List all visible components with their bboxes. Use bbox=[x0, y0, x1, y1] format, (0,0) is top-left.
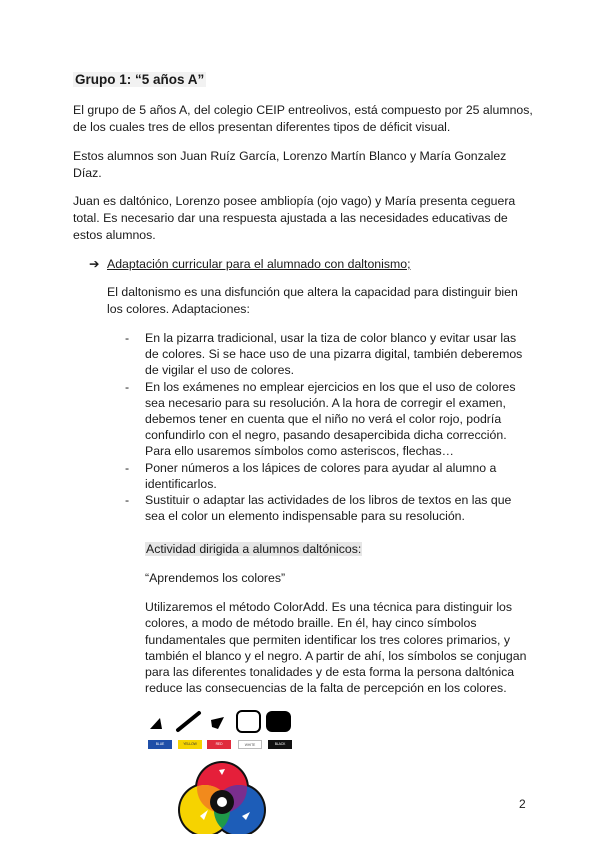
swatch-yellow: YELLOW bbox=[178, 740, 202, 749]
activity-description: Utilizaremos el método ColorAdd. Es una técnica para distinguir los colores, a modo de método braille. En él, hay cinco símbolos fundamentales que permiten identificar los tres colores primarios, y también el blanco y el negro. A partir de ahí, los símbolos se conjugan para las diferentes tonalidades y de esta forma la persona daltónica reduce las consecuencias de la falta de percepción en los colores. bbox=[145, 600, 527, 696]
list-item: - Poner números a los lápices de colores para ayudar al alumno a identificarlos. bbox=[125, 460, 497, 491]
section-intro: El daltonismo es una disfunción que altera la capacidad para distinguir bien los colores. Adaptaciones: bbox=[107, 285, 518, 316]
page-number: 2 bbox=[519, 797, 526, 811]
activity-name: “Aprendemos los colores” bbox=[145, 571, 286, 585]
swatch-red: RED bbox=[207, 740, 231, 749]
red-symbol-icon bbox=[211, 717, 224, 729]
coloradd-symbols bbox=[148, 709, 298, 735]
section-heading bbox=[89, 256, 411, 273]
black-symbol-icon bbox=[266, 711, 291, 732]
section-heading-text: Adaptación curricular para el alumnado con daltonismo; bbox=[107, 257, 411, 271]
list-item: - En la pizarra tradicional, usar la tiza de color blanco y evitar usar las de colores. Si se hace uso de una pizarra digital, también deberemos de vigilar el uso de colores. bbox=[125, 331, 523, 378]
arrow-icon: ➔ bbox=[89, 257, 100, 271]
blue-symbol-icon bbox=[150, 718, 162, 729]
students-paragraph: Estos alumnos son Juan Ruíz García, Lorenzo Martín Blanco y María Gonzalez Díaz. bbox=[73, 149, 507, 180]
page-title: Grupo 1: “5 años A” bbox=[75, 72, 205, 87]
coloradd-venn-diagram bbox=[170, 758, 272, 834]
swatch-black: BLACK bbox=[268, 740, 292, 749]
yellow-symbol-icon bbox=[178, 713, 199, 730]
intro-paragraph: El grupo de 5 años A, del colegio CEIP entreolivos, está compuesto por 25 alumnos, de los cuales tres de ellos presentan diferentes tipos de déficit visual. bbox=[73, 103, 533, 134]
deficits-paragraph: Juan es daltónico, Lorenzo posee ambliopía (ojo vago) y María presenta ceguera total. Es necesario dar una respuesta ajustada a las necesidades educativas de estos alumnos. bbox=[73, 194, 516, 242]
adaptations-list bbox=[125, 330, 533, 524]
swatch-white: WHITE bbox=[238, 740, 262, 749]
list-item: - Sustituir o adaptar las actividades de los libros de textos en las que sea el color un elemento indispensable para su resolución. bbox=[125, 493, 512, 524]
list-item: - En los exámenes no emplear ejercicios en los que el uso de colores sea necesario para su resolución. A la hora de corregir el examen, debemos tener en cuenta que el niño no verá el color rojo, podría confundirlo con el negro, pasando desapercibida dicha corrección. Para ello usaremos símbolos como asteriscos, flechas… bbox=[125, 379, 516, 459]
activity-heading: Actividad dirigida a alumnos daltónicos: bbox=[146, 542, 362, 556]
white-symbol-icon bbox=[237, 711, 260, 732]
swatch-blue: BLUE bbox=[148, 740, 172, 749]
